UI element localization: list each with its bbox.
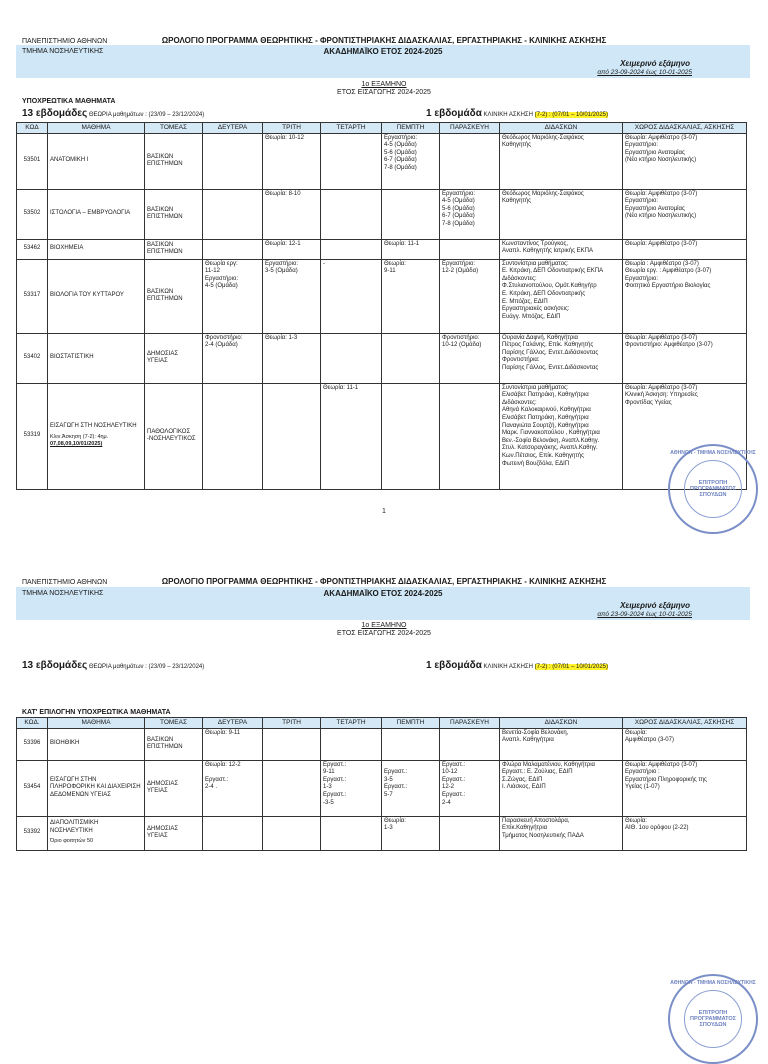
- course-name: [48, 133, 145, 189]
- course-code: 53319: [17, 383, 48, 489]
- sector: ΔΗΜΟΣΙΑΣ ΥΓΕΙΑΣ: [145, 333, 203, 383]
- location-cell: Θεωρία: Αμφιθέατρο (3-07) Εργαστήριο : Εργαστήριο Πληροφορικής της Υγείας (1-07): [623, 760, 747, 816]
- section-title: ΚΑΤ' ΕΠΙΛΟΓΗΝ ΥΠΟΧΡΕΩΤΙΚΑ ΜΑΘΗΜΑΤΑ: [22, 709, 171, 716]
- page-1: [0, 0, 768, 520]
- table-header-row: [17, 123, 747, 134]
- course-code: 53454: [17, 760, 48, 816]
- table-row: [17, 239, 747, 259]
- friday-cell: Εργαστήριο: 12-2 (Ομάδα): [440, 259, 500, 333]
- monday-cell: [203, 189, 263, 239]
- friday-cell: Εργαστ.: 10-12 Εργαστ.: 12-2 Εργαστ.: 2-4: [440, 760, 500, 816]
- semester-label: 1ο ΕΞΑΜΗΝΟ: [361, 622, 407, 629]
- page-number: 1: [382, 508, 386, 515]
- sector: ΔΗΜΟΣΙΑΣ ΥΓΕΙΑΣ: [145, 816, 203, 850]
- location-cell: Θεωρία: Αμφιθέατρο (3-07) Φροντιστήριο: Αμφιθέατρο (3-07): [623, 333, 747, 383]
- column-header: ΤΟΜΕΑΣ: [145, 123, 203, 134]
- course-title: ΒΙΟΗΘΙΚΗ: [50, 740, 80, 747]
- column-header: ΚΩΔ: [17, 123, 48, 134]
- table-row: [17, 760, 747, 816]
- tuesday-cell: Θεωρία: 12-1: [263, 239, 321, 259]
- sector: ΒΑΣΙΚΩΝ ΕΠΙΣΤΗΜΩΝ: [145, 189, 203, 239]
- sector: ΒΑΣΙΚΩΝ ΕΠΙΣΤΗΜΩΝ: [145, 239, 203, 259]
- semester-heading: [0, 81, 768, 97]
- course-title: ΑΝΑΤΟΜΙΚΗ Ι: [50, 157, 89, 164]
- university-name: ΠΑΝΕΠΙΣΤΗΜΙΟ ΑΘΗΝΩΝ: [22, 38, 108, 45]
- course-title: ΒΙΟΣΤΑΤΙΣΤΙΚΗ: [50, 354, 94, 361]
- column-header: ΔΕΥΤΕΡΑ: [203, 123, 263, 134]
- column-header: ΠΑΡΑΣΚΕΥΗ: [440, 123, 500, 134]
- wednesday-cell: [321, 133, 382, 189]
- instructor-cell: Συντονίστρια μαθήματος: Ε. Κιτράκη, ΔΕΠ Οδοντιατρικής ΕΚΠΑ Διδάσκοντες: Φ.Στυλιανοπούλου, Ομότ.Καθηγήτρ Ε. Κιτράκη, ΔΕΠ Οδοντιατρικής Ε. Μπόζας, ΕΔΙΠ Εργαστηριακές ασκήσεις: Ευάγγ. Μπόζας, ΕΔΙΠ: [500, 259, 623, 333]
- theory-weeks: [22, 108, 204, 119]
- course-code: 53462: [17, 239, 48, 259]
- semester-label: 1ο ΕΞΑΜΗΝΟ: [361, 81, 407, 88]
- tuesday-cell: Εργαστήριο: 3-5 (Ομάδα): [263, 259, 321, 333]
- sector: ΔΗΜΟΣΙΑΣ ΥΓΕΙΑΣ: [145, 760, 203, 816]
- location-cell: Θεωρία : Αμφιθέατρο (3-07) Θεωρία εργ. : Αμφιθέατρο (3-07) Εργαστήριο: Φοιτητικό Εργαστήριο Βιολογίας: [623, 259, 747, 333]
- column-header: ΤΡΙΤΗ: [263, 123, 321, 134]
- column-header: ΠΑΡΑΣΚΕΥΗ: [440, 718, 500, 729]
- course-title: ΔΙΑΠΟΛΙΤΙΣΜΙΚΗ ΝΟΣΗΛΕΥΤΙΚΗ: [50, 820, 99, 834]
- course-name: [48, 259, 145, 333]
- monday-cell: Θεωρία: 9-11: [203, 728, 263, 760]
- instructor-cell: Συντονίστρια μαθήματος: Ελισάβετ Πατηράκη, Καθηγήτρια Διδάσκοντες: Αθηνά Καλοκαιρινού, Καθηγήτρια Ελισάβετ Πατηράκη, Καθηγήτρια Παναγιώτα Σουρτζή, Καθηγήτρια Μαρκ. Γιαννακοπούλου , Καθηγήτρια Βεν.-Σοφία Βελονάκη, Αναπλ.Καθηγ. Στυλ. Κατσοραγάκης, Αναπλ.Καθηγ. Κων.Πέτσιος, Επίκ. Καθηγητής Φωτεινή Βουζδόλα, ΕΔΙΠ: [500, 383, 623, 489]
- friday-cell: [440, 383, 500, 489]
- instructor-cell: Θεόδωρος Μαριόλης-Σαψάκος Καθηγητής: [500, 189, 623, 239]
- wednesday-cell: [321, 816, 382, 850]
- monday-cell: [203, 383, 263, 489]
- tuesday-cell: Θεωρία: 1-3: [263, 333, 321, 383]
- thursday-cell: [382, 189, 440, 239]
- schedule-title: ΩΡΟΛΟΓΙΟ ΠΡΟΓΡΑΜΜΑ ΘΕΩΡΗΤΙΚΗΣ - ΦΡΟΝΤΙΣΤΗΡΙΑΚΗΣ ΔΙΔΑΣΚΑΛΙΑΣ, ΕΡΓΑΣΤΗΡΙΑΚΗΣ - ΚΛΙΝΙΚΗΣ ΑΣΚΗΣΗΣ: [161, 36, 607, 45]
- tuesday-cell: [263, 816, 321, 850]
- course-code: 53317: [17, 259, 48, 333]
- university-name: ΠΑΝΕΠΙΣΤΗΜΙΟ ΑΘΗΝΩΝ: [22, 579, 108, 586]
- stamp-ring-text: ΑΘΗΝΩΝ - ΤΜΗΜΑ ΝΟΣΗΛΕΥΤΙΚΗΣ: [670, 450, 756, 456]
- thursday-cell: Θεωρία: 1-3: [382, 816, 440, 850]
- column-header: ΧΩΡΟΣ ΔΙΔΑΣΚΑΛΙΑΣ, ΑΣΚΗΣΗΣ: [623, 718, 747, 729]
- column-header: ΧΩΡΟΣ ΔΙΔΑΣΚΑΛΙΑΣ, ΑΣΚΗΣΗΣ: [623, 123, 747, 134]
- sector: ΒΑΣΙΚΩΝ ΕΠΙΣΤΗΜΩΝ: [145, 259, 203, 333]
- wednesday-cell: Εργαστ.: 9-11 Εργαστ.: 1-3 Εργαστ.: -3-5: [321, 760, 382, 816]
- course-note: 07,08,09,10/01/2025): [50, 441, 103, 448]
- thursday-cell: Εργαστ.: 3-5 Εργαστ.: 5-7: [382, 760, 440, 816]
- course-title: ΒΙΟΧΗΜΕΙΑ: [50, 245, 84, 252]
- thursday-cell: Θεωρία: 11-1: [382, 239, 440, 259]
- column-header: ΔΙΔΑΣΚΩΝ: [500, 123, 623, 134]
- instructor-cell: Φλώρα Μαλαματένιου, Καθηγήτρια Εργαστ.: Ε. Ζούλιας, ΕΔΙΠ Σ.Ζώγας, ΕΔΙΠ Ι. Λιάσκος, ΕΔΙΠ: [500, 760, 623, 816]
- course-name: [48, 333, 145, 383]
- theory-weeks-range: ΘΕΩΡΙΑ μαθημάτων : (23/09 – 23/12/2024): [88, 112, 205, 118]
- table-header-row: [17, 718, 747, 729]
- schedule-table-mandatory: [16, 122, 747, 490]
- course-name: [48, 760, 145, 816]
- sector: ΒΑΣΙΚΩΝ ΕΠΙΣΤΗΜΩΝ: [145, 728, 203, 760]
- column-header: ΔΕΥΤΕΡΑ: [203, 718, 263, 729]
- course-note: Κλιν.Άσκηση (7-2): 4ημ.: [50, 433, 109, 440]
- thursday-cell: [382, 728, 440, 760]
- column-header: ΠΕΜΠΤΗ: [382, 123, 440, 134]
- monday-cell: Θεωρία: 12-2 Εργαστ.: 2-4 .: [203, 760, 263, 816]
- clinical-weeks-count: 1 εβδομάδα: [426, 660, 482, 671]
- clinical-weeks-label: ΚΛΙΝΙΚΗ ΑΣΚΗΣΗ: [483, 112, 533, 118]
- academic-year: ΑΚΑΔΗΜΑΪΚΟ ΕΤΟΣ 2024-2025: [323, 47, 443, 56]
- term-dates: από 23-09-2024 έως 10-01-2025: [597, 69, 692, 76]
- course-title: ΙΣΤΟΛΟΓΙΑ – ΕΜΒΡΥΟΛΟΓΙΑ: [50, 210, 131, 217]
- sector: ΠΑΘΟΛΟΓΙΚΟΣ -ΝΟΣΗΛΕΥΤΙΚΟΣ: [145, 383, 203, 489]
- tuesday-cell: Θεωρία: 10-12: [263, 133, 321, 189]
- academic-year: ΑΚΑΔΗΜΑΪΚΟ ΕΤΟΣ 2024-2025: [323, 589, 443, 598]
- table-row: [17, 333, 747, 383]
- intake-year: ΕΤΟΣ ΕΙΣΑΓΩΓΗΣ 2024-2025: [337, 89, 431, 96]
- course-code: 53392: [17, 816, 48, 850]
- instructor-cell: Θεόδωρος Μαριόλης-Σαψάκος Καθηγητής: [500, 133, 623, 189]
- sector: ΒΑΣΙΚΩΝ ΕΠΙΣΤΗΜΩΝ: [145, 133, 203, 189]
- instructor-cell: Ουρανία Δαφνή, Καθηγήτρια Πέτρος Γαλάνης, Επίκ. Καθηγητής Παρίσης Γάλλος, Εντετ.Διδάσκοντας Φροντιστήρια: Παρίσης Γάλλος, Εντετ.Διδάσκοντας: [500, 333, 623, 383]
- column-header: ΜΑΘΗΜΑ: [48, 718, 145, 729]
- clinical-weeks-count: 1 εβδομάδα: [426, 108, 482, 119]
- stamp-ring-text: ΑΘΗΝΩΝ - ΤΜΗΜΑ ΝΟΣΗΛΕΥΤΙΚΗΣ: [670, 980, 756, 986]
- thursday-cell: [382, 383, 440, 489]
- theory-weeks-count: 13 εβδομάδες: [22, 108, 88, 119]
- wednesday-cell: [321, 333, 382, 383]
- course-name: [48, 189, 145, 239]
- term-dates: από 23-09-2024 έως 10-01-2025: [597, 611, 692, 618]
- clinical-weeks: [426, 108, 608, 119]
- friday-cell: [440, 239, 500, 259]
- table-row: [17, 383, 747, 489]
- clinical-weeks: [426, 660, 608, 671]
- location-cell: Θεωρία: Αμφιθέατρο (3-07) Εργαστήριο: Εργαστήριο Ανατομίας (Νέο κτήριο Νοσηλευτικής): [623, 133, 747, 189]
- schedule-title: ΩΡΟΛΟΓΙΟ ΠΡΟΓΡΑΜΜΑ ΘΕΩΡΗΤΙΚΗΣ - ΦΡΟΝΤΙΣΤΗΡΙΑΚΗΣ ΔΙΔΑΣΚΑΛΙΑΣ, ΕΡΓΑΣΤΗΡΙΑΚΗΣ - ΚΛΙΝΙΚΗΣ ΑΣΚΗΣΗΣ: [161, 577, 607, 586]
- course-name: [48, 728, 145, 760]
- course-code: 53501: [17, 133, 48, 189]
- column-header: ΔΙΔΑΣΚΩΝ: [500, 718, 623, 729]
- course-code: 53502: [17, 189, 48, 239]
- monday-cell: Θεωρία εργ: 11-12 Εργαστήριο: 4-5 (Ομάδα): [203, 259, 263, 333]
- monday-cell: [203, 816, 263, 850]
- course-title: ΕΙΣΑΓΩΓΗ ΣΤΗ ΝΟΣΗΛΕΥΤΙΚΗ: [50, 423, 137, 430]
- wednesday-cell: [321, 728, 382, 760]
- term-label: Χειμερινό εξάμηνο: [620, 601, 690, 610]
- course-name: [48, 816, 145, 850]
- instructor-cell: Παρασκευή Αποστολάρα, Επίκ.Καθηγήτρια Τμήματος Νοσηλευτικής ΠΑΔΑ: [500, 816, 623, 850]
- thursday-cell: Εργαστήριο: 4-5 (Ομάδα) 5-6 (Ομάδα) 6-7 (Ομάδα) 7-8 (Ομάδα): [382, 133, 440, 189]
- department-name: ΤΜΗΜΑ ΝΟΣΗΛΕΥΤΙΚΗΣ: [22, 590, 104, 597]
- table-row: [17, 728, 747, 760]
- theory-weeks: [22, 660, 204, 671]
- clinical-weeks-range: (7-2) : (07/01 – 10/01/2025): [534, 112, 609, 118]
- column-header: ΜΑΘΗΜΑ: [48, 123, 145, 134]
- tuesday-cell: Θεωρία: 8-10: [263, 189, 321, 239]
- department-stamp: [668, 444, 758, 534]
- friday-cell: [440, 816, 500, 850]
- semester-heading: [0, 622, 768, 638]
- tuesday-cell: [263, 728, 321, 760]
- clinical-weeks-label: ΚΛΙΝΙΚΗ ΑΣΚΗΣΗ: [483, 664, 533, 670]
- course-title: ΒΙΟΛΟΓΙΑ ΤΟΥ ΚΥΤΤΑΡΟΥ: [50, 292, 124, 299]
- tuesday-cell: [263, 760, 321, 816]
- section-title: ΥΠΟΧΡΕΩΤΙΚΑ ΜΑΘΗΜΑΤΑ: [22, 98, 116, 105]
- location-cell: Θεωρία: Αμφιθέατρο (3-07): [623, 239, 747, 259]
- column-header: ΤΕΤΑΡΤΗ: [321, 718, 382, 729]
- course-title: ΕΙΣΑΓΩΓΗ ΣΤΗΝ ΠΛΗΡΟΦΟΡΙΚΗ ΚΑΙ ΔΙΑΧΕΙΡΙΣΗ ΔΕΔΟΜΕΝΩΝ ΥΓΕΙΑΣ: [50, 776, 141, 798]
- thursday-cell: Θεωρία: 9-11: [382, 259, 440, 333]
- monday-cell: [203, 239, 263, 259]
- table-row: [17, 189, 747, 239]
- stamp-center-text: ΕΠΙΤΡΟΠΗ ΠΡΟΓΡΑΜΜΑΤΟΣ ΣΠΟΥΔΩΝ: [690, 480, 736, 498]
- wednesday-cell: Θεωρία: 11-1: [321, 383, 382, 489]
- column-header: ΤΟΜΕΑΣ: [145, 718, 203, 729]
- wednesday-cell: [321, 189, 382, 239]
- course-code: 53402: [17, 333, 48, 383]
- location-cell: Θεωρία: Αμφιθέατρο (3-07): [623, 728, 747, 760]
- department-name: ΤΜΗΜΑ ΝΟΣΗΛΕΥΤΙΚΗΣ: [22, 48, 104, 55]
- header-band: [16, 45, 750, 78]
- column-header: ΤΕΤΑΡΤΗ: [321, 123, 382, 134]
- column-header: ΠΕΜΠΤΗ: [382, 718, 440, 729]
- instructor-cell: Κωνσταντίνος Τρούγκος, Αναπλ. Καθηγητής Ιατρικής ΕΚΠΑ: [500, 239, 623, 259]
- course-name: [48, 383, 145, 489]
- column-header: ΚΩΔ.: [17, 718, 48, 729]
- instructor-cell: Βενετία-Σοφία Βελονάκη, Αναπλ. Καθηγήτρια: [500, 728, 623, 760]
- location-cell: Θεωρία: ΑΙΘ. 1ου ορόφου (2-22): [623, 816, 747, 850]
- friday-cell: [440, 133, 500, 189]
- monday-cell: [203, 133, 263, 189]
- monday-cell: Φροντιστήριο: 2-4 (Ομάδα): [203, 333, 263, 383]
- location-cell: Θεωρία: Αμφιθέατρο (3-07) Κλινική Άσκηση: Υπηρεσίες Φροντίδας Υγείας: [623, 383, 747, 489]
- theory-weeks-range: ΘΕΩΡΙΑ μαθημάτων : (23/09 – 23/12/2024): [88, 664, 205, 670]
- stamp-center-text: ΕΠΙΤΡΟΠΗ ΠΡΟΓΡΑΜΜΑΤΟΣ ΣΠΟΥΔΩΝ: [690, 1010, 736, 1028]
- term-label: Χειμερινό εξάμηνο: [620, 59, 690, 68]
- tuesday-cell: [263, 383, 321, 489]
- intake-year: ΕΤΟΣ ΕΙΣΑΓΩΓΗΣ 2024-2025: [337, 630, 431, 637]
- schedule-table-elective: [16, 717, 747, 851]
- wednesday-cell: -: [321, 259, 382, 333]
- friday-cell: [440, 728, 500, 760]
- table-row: [17, 259, 747, 333]
- table-row: [17, 816, 747, 850]
- table-row: [17, 133, 747, 189]
- page-2: [0, 572, 768, 1028]
- course-note: Όριο φοιτητών 50: [50, 838, 94, 845]
- course-code: 53396: [17, 728, 48, 760]
- theory-weeks-count: 13 εβδομάδες: [22, 660, 88, 671]
- column-header: ΤΡΙΤΗ: [263, 718, 321, 729]
- thursday-cell: [382, 333, 440, 383]
- department-stamp: [668, 974, 758, 1064]
- friday-cell: Εργαστήριο: 4-5 (Ομάδα) 5-6 (Ομάδα) 6-7 (Ομάδα) 7-8 (Ομάδα): [440, 189, 500, 239]
- course-name: [48, 239, 145, 259]
- location-cell: Θεωρία: Αμφιθέατρο (3-07) Εργαστήριο: Εργαστήριο Ανατομίας (Νέο κτήριο Νοσηλευτικής): [623, 189, 747, 239]
- wednesday-cell: [321, 239, 382, 259]
- header-band: [16, 587, 750, 620]
- clinical-weeks-range: (7-2) : (07/01 – 10/01/2025): [534, 664, 609, 670]
- friday-cell: Φροντιστήριο: 10-12 (Ομάδα): [440, 333, 500, 383]
